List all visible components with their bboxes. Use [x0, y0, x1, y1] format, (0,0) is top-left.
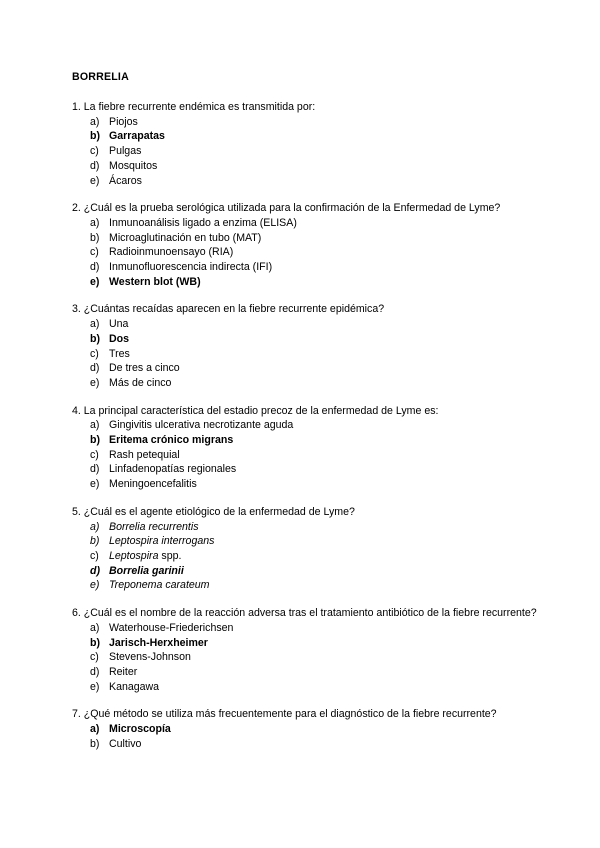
option-a: [72, 216, 542, 231]
document-title: BORRELIA: [72, 71, 129, 83]
option-a: [72, 115, 542, 130]
option-letter: c): [90, 145, 99, 158]
option-letter: a): [90, 723, 100, 736]
option-letter: d): [90, 564, 100, 577]
option-letter: b): [90, 434, 100, 447]
question-text: 5. ¿Cuál es el agente etiológico de la enfermedad de Lyme?: [72, 505, 355, 518]
question-3: [72, 302, 542, 390]
option-a: [72, 520, 542, 535]
option-text: Pulgas: [109, 145, 142, 158]
option-a: [72, 418, 542, 433]
option-e: [72, 174, 542, 189]
option-letter: b): [90, 636, 100, 649]
option-text: De tres a cinco: [109, 362, 180, 375]
option-text: Más de cinco: [109, 376, 172, 389]
option-text: Inmunoanálisis ligado a enzima (ELISA): [109, 216, 297, 229]
option-d: [72, 159, 542, 174]
option-text: Waterhouse-Friederichsen: [109, 621, 234, 634]
question-6: [72, 606, 542, 694]
option-letter: e): [90, 680, 100, 693]
option-letter: d): [90, 463, 100, 476]
option-text: Tres: [109, 347, 130, 360]
option-b: [72, 737, 542, 752]
option-e: [72, 477, 542, 492]
option-c: [72, 549, 542, 564]
option-d: [72, 260, 542, 275]
option-text: Garrapatas: [109, 130, 165, 143]
option-letter: a): [90, 520, 100, 533]
option-text: Una: [109, 318, 129, 331]
option-text: Dos: [109, 332, 130, 345]
option-d: [72, 665, 542, 680]
option-text: Eritema crónico migrans: [109, 434, 234, 447]
question-7: [72, 707, 542, 751]
option-letter: d): [90, 261, 100, 274]
option-c: [72, 245, 542, 260]
question-5: [72, 505, 542, 593]
option-c: [72, 144, 542, 159]
option-c: [72, 650, 542, 665]
question-text: 3. ¿Cuántas recaídas aparecen en la fiebre recurrente epidémica?: [72, 303, 385, 316]
option-letter: c): [90, 448, 99, 461]
option-text: Cultivo: [109, 737, 142, 750]
option-letter: b): [90, 535, 100, 548]
question-text: 7. ¿Qué método se utiliza más frecuentemente para el diagnóstico de la fiebre recurrente?: [72, 708, 497, 721]
option-text: Jarisch-Herxheimer: [109, 636, 208, 649]
option-d: [72, 361, 542, 376]
option-letter: b): [90, 130, 100, 143]
option-d: [72, 462, 542, 477]
option-text: Ácaros: [109, 174, 142, 187]
option-a-correct: [72, 722, 542, 737]
option-letter: e): [90, 275, 100, 288]
option-text: Linfadenopatías regionales: [109, 463, 237, 476]
option-letter: a): [90, 115, 100, 128]
option-b: [72, 231, 542, 246]
option-text: Gingivitis ulcerativa necrotizante aguda: [109, 419, 294, 432]
option-letter: b): [90, 737, 100, 750]
option-e-correct: [72, 275, 542, 290]
option-letter: d): [90, 159, 100, 172]
option-text: Inmunofluorescencia indirecta (IFI): [109, 261, 273, 274]
option-text: Kanagawa: [109, 680, 160, 693]
question-text: 1. La fiebre recurrente endémica es transmitida por:: [72, 101, 316, 113]
option-letter: b): [90, 332, 100, 345]
question-text: 6. ¿Cuál es el nombre de la reacción adversa tras el tratamiento antibiótico de la fiebre recurrente?: [72, 607, 537, 620]
question-2: [72, 201, 542, 289]
option-e: [72, 376, 542, 391]
option-letter: e): [90, 478, 100, 491]
option-text: Borrelia recurrentis: [109, 520, 199, 533]
option-text: Piojos: [109, 115, 138, 128]
option-text: Microaglutinación en tubo (MAT): [109, 231, 262, 244]
option-text: Leptospira: [109, 549, 159, 562]
option-text: Reiter: [109, 665, 138, 678]
option-letter: a): [90, 621, 100, 634]
option-text: Western blot (WB): [109, 275, 201, 288]
option-b-correct: [72, 636, 542, 651]
option-text: Microscopía: [109, 723, 171, 736]
option-letter: c): [90, 347, 99, 360]
option-c: [72, 448, 542, 463]
option-d-correct: [72, 564, 542, 579]
option-e: [72, 680, 542, 695]
option-text: Mosquitos: [109, 159, 158, 172]
option-a: [72, 621, 542, 636]
option-letter: c): [90, 651, 99, 664]
option-text: Meningoencefalitis: [109, 478, 197, 491]
question-text: 4. La principal característica del estadio precoz de la enfermedad de Lyme es:: [72, 404, 439, 417]
question-4: [72, 404, 542, 492]
option-b: [72, 534, 542, 549]
option-suffix: spp.: [158, 549, 182, 562]
option-text: Radioinmunoensayo (RIA): [109, 246, 234, 259]
option-letter: a): [90, 216, 100, 229]
option-letter: e): [90, 376, 100, 389]
question-1: [72, 100, 542, 188]
option-letter: e): [90, 579, 100, 592]
option-letter: d): [90, 362, 100, 375]
option-text: Rash petequial: [109, 448, 180, 461]
option-text: Stevens-Johnson: [109, 651, 191, 664]
option-letter: a): [90, 318, 100, 331]
option-letter: e): [90, 174, 100, 187]
option-letter: c): [90, 246, 99, 259]
option-a: [72, 317, 542, 332]
option-b-correct: [72, 129, 542, 144]
option-letter: d): [90, 665, 100, 678]
option-text: Borrelia garinii: [109, 564, 184, 577]
option-letter: a): [90, 419, 100, 432]
option-text: Leptospira interrogans: [109, 535, 215, 548]
option-e: [72, 578, 542, 593]
question-list: [72, 100, 542, 764]
option-letter: b): [90, 231, 100, 244]
option-letter: c): [90, 549, 99, 562]
option-b-correct: [72, 433, 542, 448]
option-c: [72, 347, 542, 362]
option-b-correct: [72, 332, 542, 347]
question-text: 2. ¿Cuál es la prueba serológica utilizada para la confirmación de la Enfermedad de Lyme?: [72, 202, 501, 215]
option-text: Treponema carateum: [109, 579, 210, 592]
